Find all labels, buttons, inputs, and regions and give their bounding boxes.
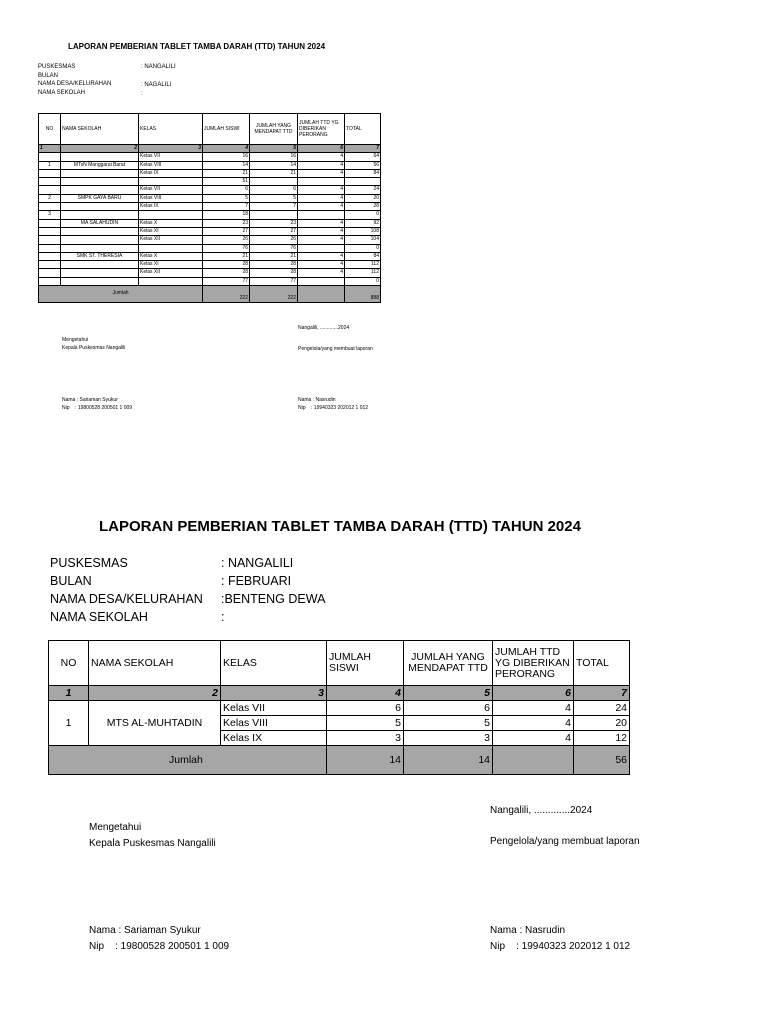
report2-title: LAPORAN PEMBERIAN TABLET TAMBA DARAH (TTD) TAHUN 2024 bbox=[99, 518, 581, 535]
sign-line: Mengetahui bbox=[62, 337, 89, 343]
index-cell: 6 bbox=[298, 145, 345, 153]
total-row bbox=[39, 286, 381, 303]
cell-per-orang: 4 bbox=[298, 161, 345, 169]
report2-info bbox=[50, 554, 410, 626]
report1-place-date: Nangalili, .............2024 bbox=[298, 325, 350, 331]
cell-ttd: 28 bbox=[250, 269, 298, 277]
cell-kelas: Kelas XII bbox=[139, 236, 203, 244]
cell-no bbox=[39, 252, 61, 260]
cell-ttd: 77 bbox=[250, 277, 298, 285]
cell-kelas: Kelas VII bbox=[139, 186, 203, 194]
cell-per-orang: 4 bbox=[298, 219, 345, 227]
cell-siswi: 3 bbox=[327, 731, 404, 746]
index-cell: 3 bbox=[221, 686, 327, 701]
table-row bbox=[39, 153, 381, 161]
sign-line: Kepala Puskesmas Nangalili bbox=[62, 345, 126, 351]
signer-nip: Nip : 19800528 200501 1 009 bbox=[62, 405, 133, 411]
cell-siswi: 6 bbox=[327, 701, 404, 716]
signer-name: Nama : Nasrudin bbox=[298, 397, 336, 403]
index-cell: 7 bbox=[345, 145, 381, 153]
col-header: KELAS bbox=[221, 641, 327, 686]
report1-table bbox=[38, 113, 381, 303]
col-header: JUMLAH YANG MENDAPAT TTD bbox=[404, 641, 493, 686]
cell-per-orang: 4 bbox=[298, 252, 345, 260]
info-label: BULAN bbox=[50, 574, 92, 588]
cell-ttd: 16 bbox=[250, 153, 298, 161]
info-label: BULAN bbox=[38, 72, 59, 79]
col-header: JUMLAH YANG MENDAPAT TTD bbox=[250, 114, 298, 145]
total-ttd: 222 bbox=[250, 286, 298, 303]
cell-siswi: 18 bbox=[203, 211, 250, 219]
cell-siswi: 28 bbox=[203, 261, 250, 269]
cell-ttd: 7 bbox=[250, 203, 298, 211]
cell-school bbox=[61, 178, 139, 186]
signer-nip: Nip : 19800528 200501 1 009 bbox=[89, 941, 230, 952]
cell-no bbox=[39, 277, 61, 285]
cell-ttd bbox=[250, 178, 298, 186]
index-cell: 7 bbox=[574, 686, 630, 701]
report1-left-signature bbox=[62, 396, 132, 412]
cell-total: 108 bbox=[345, 227, 381, 235]
table-row bbox=[39, 186, 381, 194]
col-header: JUMLAH SISWI bbox=[327, 641, 404, 686]
info-label: PUSKESMAS bbox=[50, 556, 128, 570]
cell-total: 112 bbox=[345, 269, 381, 277]
report1-table-body bbox=[39, 153, 381, 286]
cell-total: 24 bbox=[574, 701, 630, 716]
cell-ttd: 3 bbox=[404, 731, 493, 746]
cell-no bbox=[39, 153, 61, 161]
cell-ttd: 5 bbox=[404, 716, 493, 731]
cell-kelas: Kelas IX bbox=[139, 169, 203, 177]
cell-ttd: 26 bbox=[250, 236, 298, 244]
table-header-row bbox=[39, 114, 381, 145]
cell-per-orang: 4 bbox=[298, 269, 345, 277]
cell-per-orang bbox=[298, 244, 345, 252]
info-value: : NANGALILI bbox=[141, 64, 176, 70]
col-header: TOTAL bbox=[574, 641, 630, 686]
total-label: Jumlah bbox=[49, 746, 327, 775]
cell-kelas bbox=[139, 277, 203, 285]
index-cell: 1 bbox=[39, 145, 61, 153]
col-header: NAMA SEKOLAH bbox=[61, 114, 139, 145]
cell-total: 84 bbox=[345, 169, 381, 177]
row-no: 1 bbox=[49, 701, 89, 746]
table-row bbox=[39, 203, 381, 211]
info-label: NAMA DESA/KELURAHAN bbox=[50, 592, 203, 606]
total-ttd: 14 bbox=[404, 746, 493, 775]
cell-siswi: 28 bbox=[203, 269, 250, 277]
table-row bbox=[39, 178, 381, 186]
cell-school bbox=[61, 169, 139, 177]
cell-total: 64 bbox=[345, 153, 381, 161]
info-label: NAMA SEKOLAH bbox=[38, 89, 86, 96]
cell-siswi: 27 bbox=[203, 227, 250, 235]
cell-no: 3 bbox=[39, 211, 61, 219]
cell-per-orang: 4 bbox=[298, 153, 345, 161]
cell-ttd: 5 bbox=[250, 194, 298, 202]
cell-no: 2 bbox=[39, 194, 61, 202]
cell-kelas: Kelas XI bbox=[139, 261, 203, 269]
cell-total: 0 bbox=[345, 211, 381, 219]
report1-right-signature bbox=[298, 396, 368, 412]
total-siswi: 14 bbox=[327, 746, 404, 775]
cell-per-orang bbox=[298, 178, 345, 186]
index-row bbox=[39, 145, 381, 153]
cell-total: 104 bbox=[345, 236, 381, 244]
cell-ttd: 23 bbox=[250, 219, 298, 227]
cell-ttd bbox=[250, 211, 298, 219]
table-row bbox=[39, 219, 381, 227]
index-cell: 4 bbox=[327, 686, 404, 701]
total-empty bbox=[493, 746, 574, 775]
cell-ttd: 76 bbox=[250, 244, 298, 252]
cell-no bbox=[39, 236, 61, 244]
index-cell: 4 bbox=[203, 145, 250, 153]
sign-line: Kepala Puskesmas Nangalili bbox=[89, 838, 216, 849]
cell-ttd: 6 bbox=[250, 186, 298, 194]
cell-per-orang bbox=[298, 211, 345, 219]
col-header: KELAS bbox=[139, 114, 203, 145]
cell-total: 56 bbox=[345, 161, 381, 169]
report1-info bbox=[38, 63, 238, 97]
cell-kelas: Kelas XII bbox=[139, 269, 203, 277]
info-label: NAMA SEKOLAH bbox=[50, 610, 148, 624]
table-row bbox=[39, 211, 381, 219]
report2-left-signature bbox=[89, 923, 229, 955]
info-value: :BENTENG DEWA bbox=[221, 592, 326, 606]
table-row bbox=[39, 161, 381, 169]
index-cell: 5 bbox=[250, 145, 298, 153]
cell-total: 112 bbox=[345, 261, 381, 269]
cell-kelas: Kelas VIII bbox=[139, 161, 203, 169]
cell-school bbox=[61, 211, 139, 219]
report1-left-sign bbox=[62, 336, 125, 352]
index-cell: 1 bbox=[49, 686, 89, 701]
cell-no bbox=[39, 269, 61, 277]
cell-kelas: Kelas IX bbox=[139, 203, 203, 211]
table-row bbox=[39, 169, 381, 177]
table-row bbox=[39, 244, 381, 252]
info-value: : bbox=[221, 610, 225, 624]
cell-no bbox=[39, 261, 61, 269]
cell-ttd: 6 bbox=[404, 701, 493, 716]
cell-no bbox=[39, 227, 61, 235]
cell-no bbox=[39, 186, 61, 194]
cell-siswi: 21 bbox=[203, 252, 250, 260]
total-grand: 888 bbox=[345, 286, 381, 303]
cell-school bbox=[61, 186, 139, 194]
index-cell: 5 bbox=[404, 686, 493, 701]
signer-nip: Nip : 19940323 202012 1 012 bbox=[298, 405, 369, 411]
table-header-row bbox=[49, 641, 630, 686]
table-row bbox=[39, 227, 381, 235]
school-name: MTS AL-MUHTADIN bbox=[89, 701, 221, 746]
cell-school bbox=[61, 203, 139, 211]
cell-siswi: 14 bbox=[203, 161, 250, 169]
cell-kelas: Kelas VII bbox=[139, 153, 203, 161]
cell-kelas: Kelas VIII bbox=[139, 194, 203, 202]
cell-per-orang: 4 bbox=[298, 203, 345, 211]
cell-school: SMPK GAYA BARU bbox=[61, 194, 139, 202]
report2-right-sign: Pengelola/yang membuat laporan bbox=[490, 836, 640, 847]
table-row bbox=[39, 277, 381, 285]
cell-kelas bbox=[139, 178, 203, 186]
cell-kelas bbox=[139, 211, 203, 219]
total-row bbox=[49, 746, 630, 775]
cell-per-orang: 4 bbox=[298, 227, 345, 235]
cell-ttd: 27 bbox=[250, 227, 298, 235]
info-value: : bbox=[141, 90, 143, 97]
table-row bbox=[39, 194, 381, 202]
cell-kelas: Kelas X bbox=[139, 252, 203, 260]
report2-right-signature bbox=[490, 923, 630, 955]
cell-per-orang: 4 bbox=[298, 186, 345, 194]
cell-siswi: 76 bbox=[203, 244, 250, 252]
cell-per-orang: 4 bbox=[298, 194, 345, 202]
cell-per-orang: 4 bbox=[298, 236, 345, 244]
cell-per-orang: 4 bbox=[298, 261, 345, 269]
report2-table bbox=[48, 640, 630, 775]
col-header: JUMLAH TTD YG DIBERIKAN PERORANG bbox=[493, 641, 574, 686]
cell-kelas: Kelas VII bbox=[221, 701, 327, 716]
cell-kelas: Kelas VIII bbox=[221, 716, 327, 731]
cell-total: 92 bbox=[345, 219, 381, 227]
cell-school bbox=[61, 261, 139, 269]
signer-nip: Nip : 19940323 202012 1 012 bbox=[490, 941, 631, 952]
report1-title: LAPORAN PEMBERIAN TABLET TAMBA DARAH (TTD) TAHUN 2024 bbox=[68, 42, 326, 51]
cell-siswi: 51 bbox=[203, 178, 250, 186]
cell-total: 24 bbox=[345, 186, 381, 194]
cell-school: SMK ST. THERESIA bbox=[61, 252, 139, 260]
cell-total: 20 bbox=[574, 716, 630, 731]
cell-school bbox=[61, 244, 139, 252]
info-value: : NANGALILI bbox=[221, 556, 294, 570]
cell-siswi: 16 bbox=[203, 153, 250, 161]
cell-no bbox=[39, 219, 61, 227]
cell-kelas: Kelas IX bbox=[221, 731, 327, 746]
index-cell: 2 bbox=[61, 145, 139, 153]
col-header: NO bbox=[49, 641, 89, 686]
cell-school bbox=[61, 236, 139, 244]
signer-name: Nama : Sariaman Syukur bbox=[89, 925, 201, 936]
cell-no bbox=[39, 244, 61, 252]
cell-total: 0 bbox=[345, 277, 381, 285]
cell-ttd: 14 bbox=[250, 161, 298, 169]
info-label: PUSKESMAS bbox=[38, 64, 76, 70]
cell-kelas: Kelas X bbox=[139, 219, 203, 227]
index-cell: 3 bbox=[139, 145, 203, 153]
cell-total: 28 bbox=[345, 203, 381, 211]
cell-no bbox=[39, 178, 61, 186]
cell-school: MA SALAHUDIN bbox=[61, 219, 139, 227]
cell-siswi: 77 bbox=[203, 277, 250, 285]
cell-no bbox=[39, 203, 61, 211]
index-cell: 6 bbox=[493, 686, 574, 701]
cell-school bbox=[61, 269, 139, 277]
col-header: TOTAL bbox=[345, 114, 381, 145]
cell-siswi: 5 bbox=[203, 194, 250, 202]
cell-no: 1 bbox=[39, 161, 61, 169]
report1-right-sign: Pengelola/yang membuat laporan bbox=[298, 346, 373, 352]
cell-siswi: 21 bbox=[203, 169, 250, 177]
info-value: : FEBRUARI bbox=[221, 574, 292, 588]
cell-school: MTsN Manggarai Barat bbox=[61, 161, 139, 169]
cell-siswi: 7 bbox=[203, 203, 250, 211]
report2-place-date: Nangalili, .............2024 bbox=[490, 805, 593, 816]
cell-siswi: 6 bbox=[203, 186, 250, 194]
cell-total: 0 bbox=[345, 244, 381, 252]
cell-siswi: 5 bbox=[327, 716, 404, 731]
cell-per-orang: 4 bbox=[298, 169, 345, 177]
cell-school bbox=[61, 227, 139, 235]
index-cell: 2 bbox=[89, 686, 221, 701]
cell-per-orang: 4 bbox=[493, 716, 574, 731]
cell-total bbox=[345, 178, 381, 186]
cell-kelas bbox=[139, 244, 203, 252]
cell-per-orang bbox=[298, 277, 345, 285]
table-row bbox=[39, 261, 381, 269]
cell-ttd: 21 bbox=[250, 169, 298, 177]
cell-school bbox=[61, 153, 139, 161]
cell-total: 84 bbox=[345, 252, 381, 260]
cell-ttd: 28 bbox=[250, 261, 298, 269]
signer-name: Nama : Sariaman Syukur bbox=[62, 397, 118, 403]
cell-per-orang: 4 bbox=[493, 731, 574, 746]
cell-siswi: 26 bbox=[203, 236, 250, 244]
cell-no bbox=[39, 169, 61, 177]
table-row bbox=[39, 269, 381, 277]
table-row bbox=[39, 236, 381, 244]
sign-line: Mengetahui bbox=[89, 822, 142, 833]
report2-left-sign bbox=[89, 820, 216, 852]
total-grand: 56 bbox=[574, 746, 630, 775]
table-row bbox=[39, 252, 381, 260]
col-header: JUMLAH SISWI bbox=[203, 114, 250, 145]
col-header: NAMA SEKOLAH bbox=[89, 641, 221, 686]
index-row bbox=[49, 686, 630, 701]
signer-name: Nama : Nasrudin bbox=[490, 925, 566, 936]
cell-school bbox=[61, 277, 139, 285]
cell-total: 12 bbox=[574, 731, 630, 746]
info-value: : NAGALILI bbox=[141, 82, 172, 88]
cell-per-orang: 4 bbox=[493, 701, 574, 716]
total-label: Jumlah bbox=[39, 286, 203, 303]
info-label: NAMA DESA/KELURAHAN bbox=[38, 81, 112, 87]
cell-siswi: 23 bbox=[203, 219, 250, 227]
cell-ttd: 21 bbox=[250, 252, 298, 260]
table-row bbox=[49, 701, 630, 716]
total-empty bbox=[298, 286, 345, 303]
col-header: JUMLAH TTD YG DIBERIKAN PERORANG bbox=[298, 114, 345, 145]
cell-kelas: Kelas XI bbox=[139, 227, 203, 235]
total-siswi: 222 bbox=[203, 286, 250, 303]
col-header: NO bbox=[39, 114, 61, 145]
cell-total: 20 bbox=[345, 194, 381, 202]
